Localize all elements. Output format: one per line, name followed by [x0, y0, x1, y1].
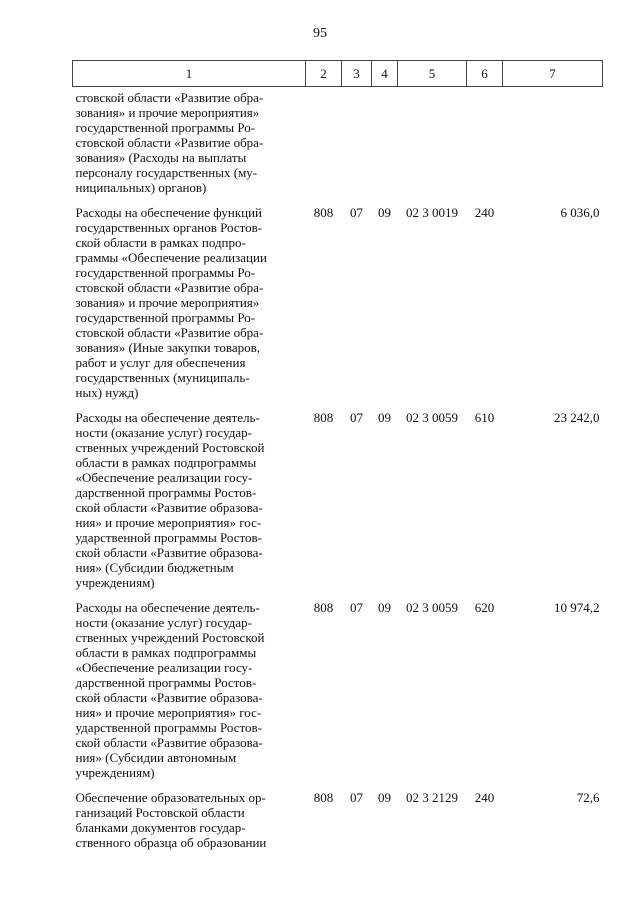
row-description: Расходы на обеспечение деятель- ности (оказание услуг) государ- ственных учреждений Ростовской области в рамках подпрограммы «Обеспечение реализации госу- дарственной программы Ростов- ской области «Развитие образова- ния» и прочие мероприятия» гос- ударственной программы Ростов- ской области «Развитие образова- ния» (Субсидии бюджетным учреждениям): [75, 410, 265, 590]
row-expense-type: 240: [474, 205, 495, 220]
header-col-6: 6: [467, 61, 503, 87]
header-col-2: 2: [306, 61, 342, 87]
row-section-code: 07: [350, 205, 363, 220]
budget-table: [72, 60, 603, 850]
row-description: Расходы на обеспечение деятель- ности (оказание услуг) государ- ственных учреждений Ростовской области в рамках подпрограммы «Обеспечение реализации госу- дарственной программы Ростов- ской области «Развитие образова- ния» и прочие мероприятия» гос- ударственной программы Ростов- ской области «Развитие образова- ния» (Субсидии автономным учреждениям): [75, 600, 265, 780]
row-target-code: 02 3 0019: [406, 205, 458, 220]
header-col-4: 4: [372, 61, 398, 87]
row-amount: 6 036,0: [560, 205, 600, 220]
row-ministry-code: 808: [313, 205, 334, 220]
header-col-5: 5: [398, 61, 467, 87]
row-section-code: [342, 87, 372, 196]
row-description: Расходы на обеспечение функций государственных органов Ростов- ской области в рамках подпро- граммы «Обеспечение реализации государственной программы Ро- стовской области «Развитие обра- зования» и прочие мероприятия» государственной программы Ро- стовской области «Развитие обра- зования» (Иные закупки товаров, работ и услуг для обеспечения государственных (муниципаль- ных) нужд): [75, 205, 267, 400]
page-number: 95: [313, 26, 327, 41]
table-header-row: [73, 61, 603, 87]
table-row: [73, 780, 603, 850]
row-subsection-code: [372, 87, 398, 196]
table-row: [73, 195, 603, 400]
row-section-code: 07: [350, 410, 363, 425]
row-subsection-code: 09: [378, 600, 391, 615]
table-row: [73, 87, 603, 196]
row-subsection-code: 09: [378, 205, 391, 220]
row-amount: [503, 87, 603, 196]
row-ministry-code: [306, 87, 342, 196]
row-section-code: 07: [350, 790, 363, 805]
row-ministry-code: 808: [313, 790, 334, 805]
row-description: стовской области «Развитие обра- зования» и прочие мероприятия» государственной программы Ро- стовской области «Развитие обра- зования» (Расходы на выплаты персоналу государственных (му- ниципальных) органов): [75, 90, 264, 195]
table-row: [73, 590, 603, 780]
row-target-code: 02 3 0059: [406, 600, 458, 615]
row-target-code: [398, 87, 467, 196]
row-ministry-code: 808: [313, 410, 334, 425]
row-amount: 10 974,2: [554, 600, 600, 615]
row-subsection-code: 09: [378, 790, 391, 805]
row-target-code: 02 3 2129: [406, 790, 458, 805]
row-expense-type: [467, 87, 503, 196]
row-subsection-code: 09: [378, 410, 391, 425]
row-expense-type: 240: [474, 790, 495, 805]
row-expense-type: 610: [474, 410, 495, 425]
row-section-code: 07: [350, 600, 363, 615]
row-description: Обеспечение образовательных ор- ганизаций Ростовской области бланками документов государ- ственного образца об образовании: [75, 790, 267, 850]
row-amount: 23 242,0: [554, 410, 600, 425]
row-ministry-code: 808: [313, 600, 334, 615]
row-expense-type: 620: [474, 600, 495, 615]
header-col-3: 3: [342, 61, 372, 87]
row-amount: 72,6: [576, 790, 600, 805]
row-target-code: 02 3 0059: [406, 410, 458, 425]
header-col-7: 7: [503, 61, 603, 87]
table-row: [73, 400, 603, 590]
header-col-1: 1: [73, 61, 306, 87]
